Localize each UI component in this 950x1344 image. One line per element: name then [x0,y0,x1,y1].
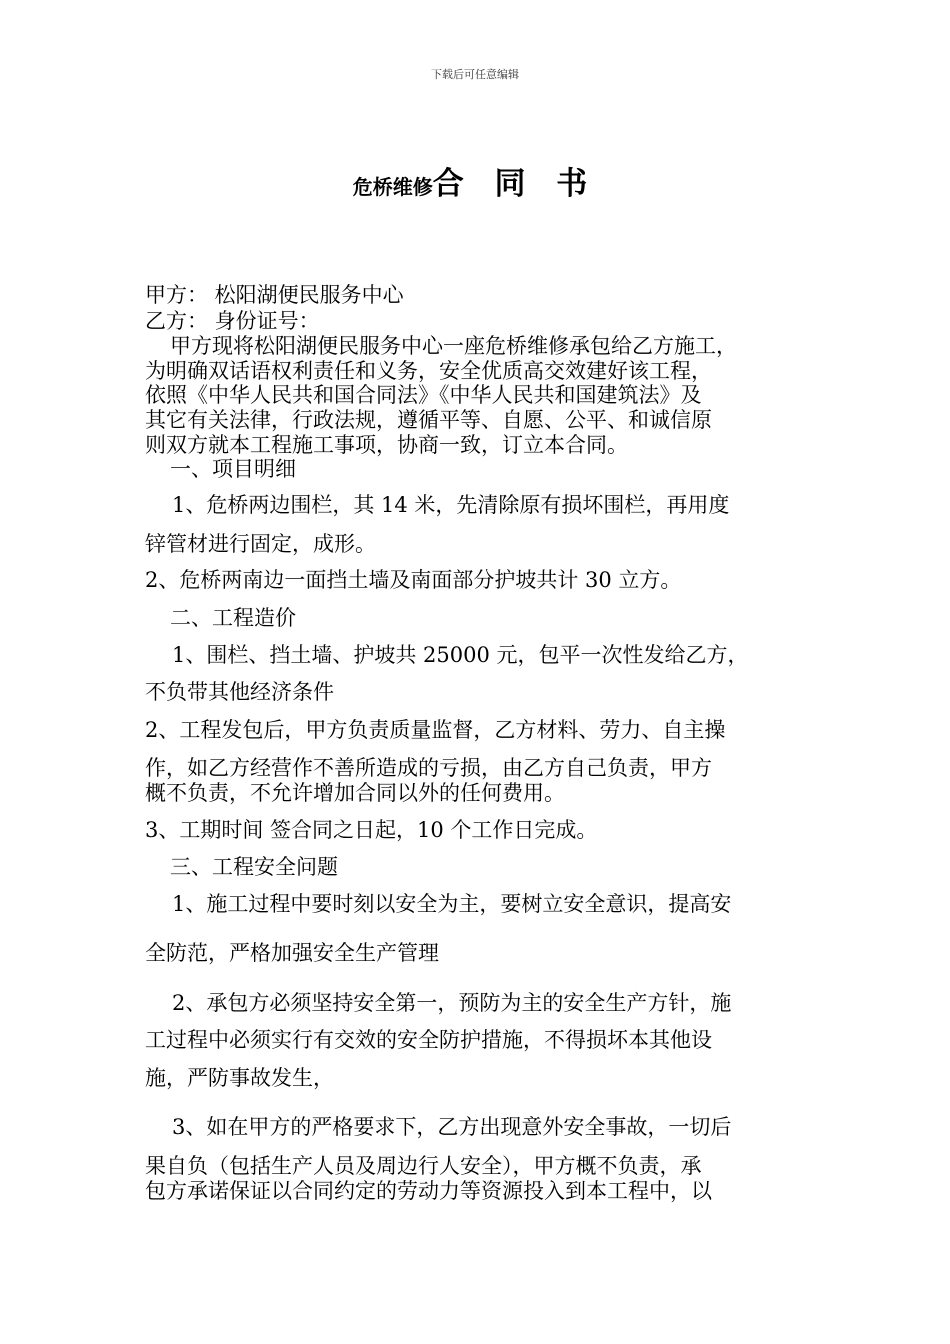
clause-line: 1、围栏、挡土墙、护坡共 25000 元，包平一次性发给乙方， [172,643,749,667]
clause-line: 1、施工过程中要时刻以安全为主，要树立安全意识，提高安 [172,892,732,916]
clause-line: 3、工期时间 签合同之日起，10 个工作日完成。 [145,818,598,842]
clause-line: 工过程中必须实行有交效的安全防护措施，不得损坏本其他设 [145,1028,712,1052]
clause-line: 果自负（包括生产人员及周边行人安全），甲方概不负责，承 [145,1154,702,1178]
section-heading-1: 一、项目明细 [170,457,296,481]
clause-line: 2、承包方必须坚持安全第一，预防为主的安全生产方针，施 [172,991,732,1015]
clause-line: 1、危桥两边围栏，其 14 米，先清除原有损坏围栏，再用度 [172,493,730,517]
clause-line: 2、危桥两南边一面挡土墙及南面部分护坡共计 30 立方。 [145,568,682,592]
clause-line: 全防范，严格加强安全生产管理 [145,941,439,965]
preamble-line: 其它有关法律，行政法规，遵循平等、自愿、公平、和诚信原 [145,408,712,432]
document-title [0,158,950,203]
clause-line: 包方承诺保证以合同约定的劳动力等资源投入到本工程中，以 [145,1179,712,1203]
clause-line: 作，如乙方经营作不善所造成的亏损，由乙方自己负责，甲方 [145,756,712,780]
header-note: 下载后可任意编辑 [431,68,519,81]
section-heading-2: 二、工程造价 [170,606,296,630]
preamble-line: 则双方就本工程施工事项，协商一致，订立本合同。 [145,433,628,457]
clause-line: 锌管材进行固定，成形。 [145,532,376,556]
clause-line: 2、工程发包后，甲方负责质量监督，乙方材料、劳力、自主操 [145,718,726,742]
clause-line: 不负带其他经济条件 [145,680,334,704]
title-prefix: 危桥维修 [352,175,433,199]
clause-line: 概不负责，不允许增加合同以外的任何费用。 [145,781,565,805]
clause-line: 施，严防事故发生， [145,1066,334,1090]
preamble-line: 为明确双话语权利责任和义务，安全优质高交效建好该工程， [145,359,712,383]
preamble-line: 甲方现将松阳湖便民服务中心一座危桥维修承包给乙方施工， [170,334,737,358]
section-heading-3: 三、工程安全问题 [170,855,338,879]
title-main: 合 同 书 [432,166,598,202]
clause-line: 3、如在甲方的严格要求下，乙方出现意外安全事故，一切后 [172,1115,732,1139]
preamble-line: 依照《中华人民共和国合同法》《中华人民共和国建筑法》及 [145,383,702,407]
party-b-line: 乙方： 身份证号： [145,309,320,333]
party-a-line: 甲方： 松阳湖便民服务中心 [145,283,404,307]
